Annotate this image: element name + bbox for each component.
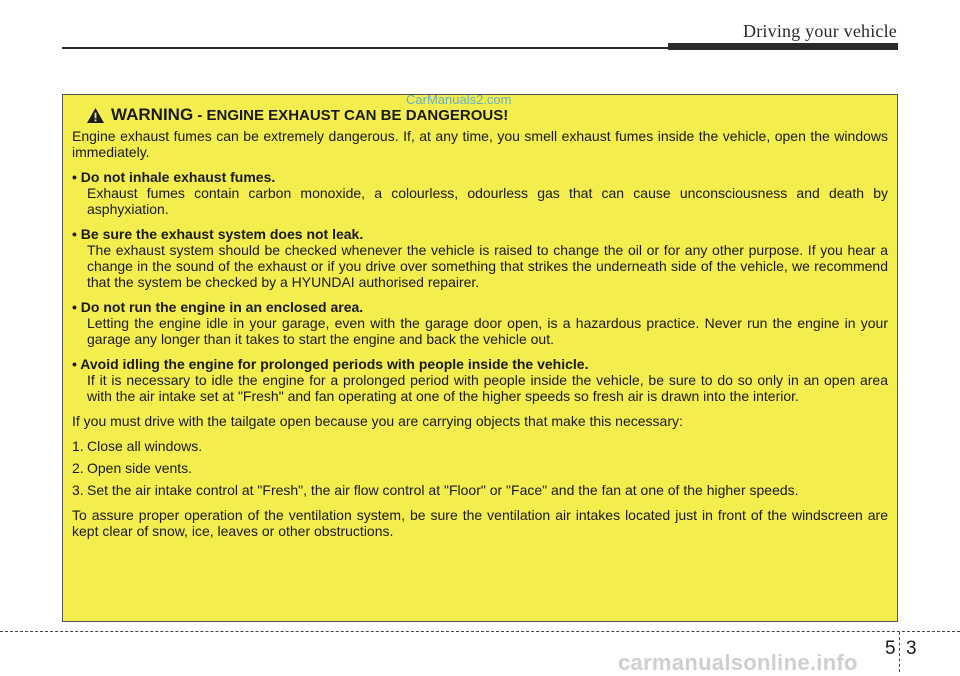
step-item [72, 438, 888, 454]
step-text: Set the air intake control at "Fresh", the air flow control at "Floor" or "Face" and the fan at one of the higher speeds. [87, 482, 799, 498]
step-number: 3. [72, 482, 84, 498]
page-number: 3 [906, 638, 917, 659]
warning-box [62, 94, 898, 622]
step-number: 1. [72, 438, 84, 454]
bullet-text: Letting the engine idle in your garage, even with the garage door open, is a hazardous practice. Never run the engine in your garage any longer than it takes to start the engine and back the vehicle out. [87, 315, 888, 347]
bullet-item [72, 169, 888, 217]
bullet-text: The exhaust system should be checked whenever the vehicle is raised to change the oil or for any other purpose. If you hear a change in the sound of the exhaust or if you drive over something that strikes the underneath side of the vehicle, we recommend that the system be checked by a HYUNDAI authorised repairer. [87, 242, 888, 290]
warning-title: - ENGINE EXHAUST CAN BE DANGEROUS! [193, 107, 509, 124]
bullet-heading: • Do not inhale exhaust fumes. [72, 169, 276, 185]
bullet-heading: • Avoid idling the engine for prolonged periods with people inside the vehicle. [72, 356, 589, 372]
step-text: Close all windows. [87, 438, 203, 454]
bullet-item [72, 299, 888, 347]
header-bar [668, 43, 898, 50]
bullet-item [72, 226, 888, 290]
step-item [72, 482, 888, 498]
warning-triangle-icon [86, 107, 105, 124]
warning-label: WARNING [111, 105, 194, 124]
page-chapter: 5 [885, 638, 896, 659]
warning-intro: Engine exhaust fumes can be extremely dangerous. If, at any time, you smell exhaust fumes inside the vehicle, open the windows immediately. [72, 128, 888, 160]
bullet-heading: • Do not run the engine in an enclosed area. [72, 299, 364, 315]
warning-heading [72, 105, 888, 125]
footer-rule [0, 631, 960, 632]
closing-text: To assure proper operation of the ventilation system, be sure the ventilation air intakes located just in front of the windscreen are kept clear of snow, ice, leaves or other obstructions. [72, 507, 888, 539]
step-text: Open side vents. [87, 460, 193, 476]
step-item [72, 460, 888, 476]
bullet-text: Exhaust fumes contain carbon monoxide, a colourless, odourless gas that can cause unconsciousness and death by asphyxiation. [87, 185, 888, 217]
page-separator [899, 632, 900, 672]
step-number: 2. [72, 460, 84, 476]
bullet-heading: • Be sure the exhaust system does not leak. [72, 226, 364, 242]
watermark-top: CarManuals2.com [406, 92, 512, 107]
section-title: Driving your vehicle [743, 21, 897, 41]
tailgate-intro: If you must drive with the tailgate open because you are carrying objects that make this necessary: [72, 413, 683, 429]
watermark-bottom: carmanualsonline.info [618, 650, 858, 675]
bullet-item [72, 356, 888, 404]
bullet-text: If it is necessary to idle the engine for a prolonged period with people inside the vehicle, be sure to do so only in an open area with the air intake set at "Fresh" and fan operating at one of the higher speeds so fresh air is drawn into the interior. [87, 372, 888, 404]
